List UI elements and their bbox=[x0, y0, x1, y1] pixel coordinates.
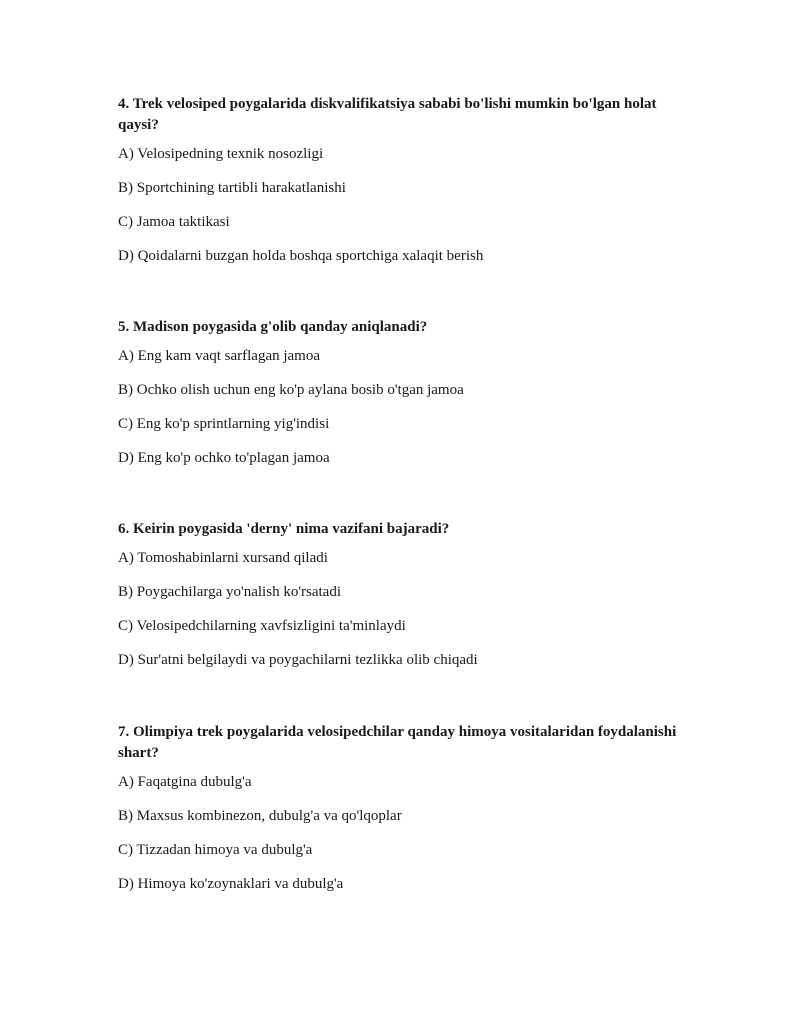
question-4 bbox=[118, 94, 678, 280]
question-6 bbox=[118, 519, 678, 684]
option-c: C) Velosipedchilarning xavfsizligini ta'minlaydi bbox=[118, 618, 406, 634]
option-b: B) Poygachilarga yo'nalish ko'rsatadi bbox=[118, 584, 342, 600]
question-7 bbox=[118, 722, 678, 908]
question-text: 4. Trek velosiped poygalarida diskvalifikatsiya sababi bo'lishi mumkin bo'lgan holat qaysi? bbox=[118, 96, 657, 133]
option-c: C) Eng ko'p sprintlarning yig'indisi bbox=[118, 416, 330, 432]
question-text: 7. Olimpiya trek poygalarida velosipedchilar qanday himoya vositalaridan foydalanishi shart? bbox=[118, 724, 677, 761]
question-text: 5. Madison poygasida g'olib qanday aniqlanadi? bbox=[118, 319, 428, 335]
option-c: C) Jamoa taktikasi bbox=[118, 214, 230, 230]
option-b: B) Ochko olish uchun eng ko'p aylana bosib o'tgan jamoa bbox=[118, 382, 464, 398]
option-d: D) Sur'atni belgilaydi va poygachilarni tezlikka olib chiqadi bbox=[118, 652, 478, 668]
option-a: A) Velosipedning texnik nosozligi bbox=[118, 146, 324, 162]
option-a: A) Tomoshabinlarni xursand qiladi bbox=[118, 550, 328, 566]
option-a: A) Faqatgina dubulg'a bbox=[118, 774, 252, 790]
option-d: D) Himoya ko'zoynaklari va dubulg'a bbox=[118, 876, 344, 892]
option-d: D) Eng ko'p ochko to'plagan jamoa bbox=[118, 450, 330, 466]
option-b: B) Maxsus kombinezon, dubulg'a va qo'lqoplar bbox=[118, 808, 402, 824]
option-b: B) Sportchining tartibli harakatlanishi bbox=[118, 180, 346, 196]
option-a: A) Eng kam vaqt sarflagan jamoa bbox=[118, 348, 321, 364]
option-c: C) Tizzadan himoya va dubulg'a bbox=[118, 842, 313, 858]
question-text: 6. Keirin poygasida 'derny' nima vazifani bajaradi? bbox=[118, 521, 450, 537]
option-d: D) Qoidalarni buzgan holda boshqa sportchiga xalaqit berish bbox=[118, 248, 484, 264]
question-5 bbox=[118, 317, 678, 482]
